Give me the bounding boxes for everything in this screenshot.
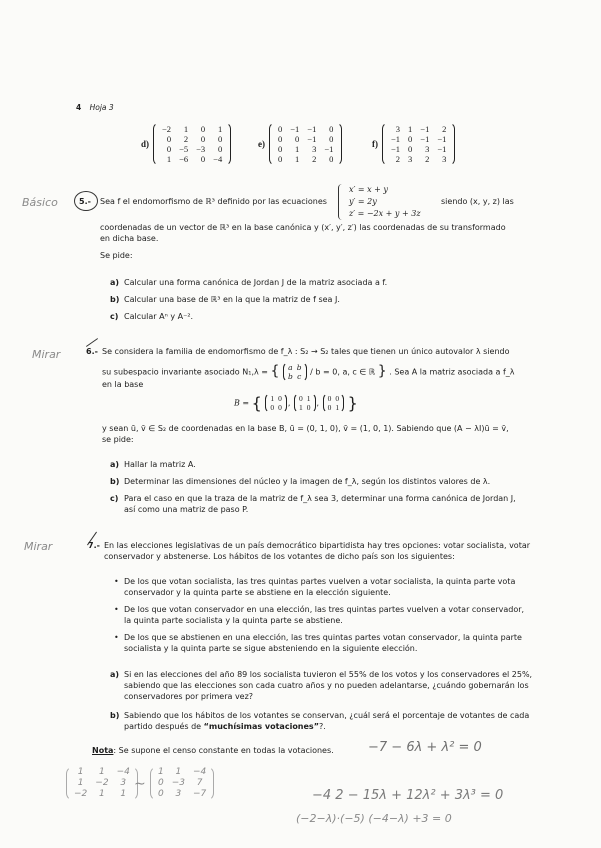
base-B: B = { 1 0 0 0 , 0 1 1 0 , 0 0 0 1 } (234, 393, 358, 413)
base-matrix-entry: 1 (270, 394, 275, 403)
bullet-line: socialista y la quinta parte se sigue absteniendo en la siguiente elección. (124, 644, 418, 653)
ex7-line1: En las elecciones legislativas de un país democrático bipartidista hay tres opciones: votar socialista, votar (104, 541, 531, 550)
matrix-entry: 3 (312, 144, 317, 154)
eq2: y′ = 2y (349, 197, 377, 206)
ex6-line2-end: . Sea A la matriz asociada a f_λ (389, 367, 515, 377)
matrix-label: d) (141, 139, 150, 149)
matrix-entry: 0 (200, 154, 206, 164)
ex5-pide: Se pide: (100, 251, 133, 260)
item-label: b) (110, 711, 120, 720)
handwritten-entry: 1 (175, 767, 182, 777)
ex5-item-c: Calcular Aⁿ y A⁻². (124, 312, 194, 321)
matrix-label: f) (372, 139, 378, 149)
handwritten-entry: −3 (171, 778, 186, 788)
handwritten-entry: 1 (77, 767, 84, 777)
matrix-entry: −1 (420, 124, 430, 134)
matrix-entry: 2 (395, 154, 401, 164)
matrix-entry: −5 (179, 144, 189, 154)
exercise-number: 5.- (79, 197, 91, 206)
tilde-mark: ∼ (134, 776, 146, 792)
handwritten-entry: 0 (158, 789, 164, 799)
matrix-entry: 3 (425, 144, 430, 154)
margin-note-mirar: Mirar (24, 540, 53, 553)
matrix-d (141, 122, 231, 166)
matrix-entry: 0 (200, 134, 206, 144)
matrix-entry: 2 (425, 154, 430, 164)
handwritten-entry: −2 (95, 778, 109, 788)
base-matrix-entry: 0 (278, 403, 282, 412)
handwritten-matrix-2 (150, 766, 214, 801)
ex6-line4: y sean ū, v̄ ∈ S₂ de coordenadas en la base B, ū = (0, 1, 0), v̄ = (1, 0, 1). Sabiendo que (A − λI)ū = v̄, (102, 424, 509, 433)
matrix-entry: 1 (183, 124, 189, 134)
matrix-entry: −2 (162, 124, 172, 134)
base-matrix-entry: 0 (327, 394, 332, 403)
ex5-line1-end: siendo (x, y, z) las (441, 197, 514, 206)
matrix-f (372, 122, 455, 166)
ex5-item-b: Calcular una base de ℝ³ en la que la matriz de f sea J. (124, 295, 340, 304)
base-matrix-entry: 1 (335, 403, 340, 412)
tail-end: ?. (318, 722, 326, 731)
item-label: b) (110, 477, 120, 486)
matrix-entry: 3 (408, 154, 413, 164)
margin-note-basico: Básico (22, 196, 58, 209)
item-label: c) (110, 494, 119, 503)
matrix-entry: −4 (213, 154, 223, 164)
system-brace (338, 184, 345, 220)
handwritten-entry: 3 (120, 778, 127, 788)
base-matrix-entry: 0 (306, 403, 311, 412)
handwritten-entry: 1 (120, 789, 127, 799)
matrix-entry: 0 (217, 144, 223, 154)
page-number: 4 (76, 103, 82, 112)
ex6-line1: Se considera la familia de endomorfismo de f_λ : S₂ → S₂ tales que tienen un único autovalor λ siendo (102, 347, 510, 356)
matrix-entry: 2 (312, 154, 317, 164)
ex7-item-b-line2 (124, 721, 326, 732)
ex5-line1: Sea f el endomorfismo de ℝ³ definido por las ecuaciones (100, 197, 327, 206)
ex7-item-b-line: partido después de (124, 722, 202, 731)
matrix-entry: −1 (307, 124, 317, 134)
base-matrix-entry: 0 (327, 403, 332, 412)
ex5-line2: coordenadas de un vector de ℝ³ en la base canónica y (x′, y′, z′) las coordenadas de su transformado (100, 223, 506, 232)
matrix-entry: −3 (196, 144, 206, 154)
bullet-line: • De los que votan socialista, las tres quintas partes vuelven a votar socialista, la quinta parte vota (124, 576, 515, 587)
nota (92, 745, 334, 756)
ex5-item-a: Calcular una forma canónica de Jordan J de la matriz asociada a f. (124, 278, 388, 287)
handwritten-entry: 1 (99, 789, 105, 799)
ex7-item-a-line: sabiendo que las elecciones son cada cuatro años y no pueden adelantarse, ¿cuándo gobernarán los (124, 681, 529, 690)
matrix-e (258, 122, 342, 166)
bold-phrase: “muchísimas votaciones” (203, 722, 319, 731)
matrix-label: e) (258, 139, 265, 149)
handwritten-entry: −2 (74, 789, 88, 799)
base-matrix-entry: 0 (278, 394, 282, 403)
matrix-entry: −1 (437, 134, 447, 144)
matrix-entry: −1 (391, 134, 401, 144)
set-entry-c: c (297, 372, 302, 381)
matrix-entry: 1 (295, 154, 300, 164)
matrix-entry: 2 (183, 134, 189, 144)
matrix-entry: 0 (278, 124, 283, 134)
ex6-item-b: Determinar las dimensiones del núcleo y la imagen de f_λ, según los distintos valores de λ. (124, 477, 491, 486)
ex6-line2: su subespacio invariante asociado N₁,λ = { a b b c / b = 0, a, c ∈ ℝ } . Sea A la matriz asociada a f_λ (102, 363, 515, 381)
handwritten-equation: −7 − 6λ + λ² = 0 (368, 740, 482, 755)
handwritten-entry: −7 (193, 789, 207, 799)
exercise-number: 6.- (86, 347, 98, 356)
ex7-item-a-line: Si en las elecciones del año 89 los socialista tuvieron el 55% de los votos y los conservadores el 25%, (124, 670, 533, 679)
matrix-entry: 1 (408, 124, 413, 134)
matrix-entry: 0 (166, 134, 172, 144)
bullet-line: • De los que se abstienen en una elección, las tres quintas partes votan conservador, la quinta parte (124, 632, 522, 643)
ex6-line5: se pide: (102, 435, 134, 444)
set-entry-b2: b (287, 372, 293, 381)
matrix-entry: 2 (442, 124, 447, 134)
set-entry-a: a (288, 363, 293, 372)
handwritten-entry: −4 (193, 767, 207, 777)
matrix-entry: 0 (329, 134, 334, 144)
handwritten-polynomial: −4 2 − 15λ + 12λ² + 3λ³ = 0 (312, 788, 504, 803)
handwritten-entry: 3 (175, 789, 182, 799)
handwritten-entry: 1 (158, 767, 164, 777)
matrix-entry: 1 (166, 154, 172, 164)
exercise-number: 7.- (88, 541, 100, 550)
matrix-entry: −6 (179, 154, 189, 164)
matrix-entry: 0 (217, 134, 223, 144)
eq1: x′ = x + y (349, 185, 388, 194)
base-label: B = (234, 398, 250, 408)
handwritten-entry: −4 (116, 767, 130, 777)
matrix-entry: −1 (391, 144, 401, 154)
matrix-entry: 1 (217, 124, 223, 134)
bullet-line: conservador y la quinta parte se abstiene en la elección siguiente. (124, 588, 391, 597)
handwritten-entry: 0 (158, 778, 164, 788)
nota-label: Nota (92, 746, 114, 755)
ex6-line2-start: su subespacio invariante asociado N₁,λ = (102, 367, 268, 377)
matrix-entry: −1 (437, 144, 447, 154)
item-label: a) (110, 670, 120, 679)
matrix-entry: 0 (329, 154, 334, 164)
matrix-entry: 3 (395, 124, 401, 134)
matrix-entry: 0 (408, 144, 413, 154)
base-matrix-entry: 0 (335, 394, 340, 403)
matrix-entry: 0 (329, 124, 334, 134)
ex7-line2: conservador y abstenerse. Los hábitos de los votantes de dicho país son los siguientes: (104, 552, 455, 561)
ex7-item-b-line: Sabiendo que los hábitos de los votantes se conservan, ¿cuál será el porcentaje de votantes de cada (124, 711, 530, 720)
matrix-entry: 3 (442, 154, 447, 164)
matrix-entry: −1 (290, 124, 300, 134)
ex6-item-a: Hallar la matriz A. (124, 460, 196, 469)
matrix-entry: 0 (278, 154, 283, 164)
ex6-line3: en la base (102, 380, 144, 389)
ex6-line2-cond: / b = 0, a, c ∈ ℝ (310, 367, 376, 377)
nota-text: : Se supone el censo constante en todas la votaciones. (113, 746, 334, 755)
matrix-entry: 1 (295, 144, 300, 154)
bullet-line: la quinta parte socialista y la quinta parte se abstiene. (124, 616, 343, 625)
base-matrix-entry: 1 (299, 403, 303, 412)
item-label: a) (110, 460, 120, 469)
eq3: z′ = −2x + y + 3z (349, 209, 421, 218)
matrix-entry: 0 (295, 134, 300, 144)
handwritten-determinant: (−2−λ)·(−5) (−4−λ) +3 = 0 (296, 812, 452, 825)
set-entry-b: b (296, 363, 302, 372)
base-matrix-entry: 1 (306, 394, 311, 403)
sheet-title: Hoja 3 (89, 103, 114, 112)
base-matrix-entry: 0 (270, 403, 275, 412)
item-label: a) (110, 278, 120, 287)
handwritten-entry: 1 (99, 767, 105, 777)
page-header (76, 102, 114, 113)
ex7-item-a-line: conservadores por primera vez? (124, 692, 254, 701)
matrix-entry: −1 (420, 134, 430, 144)
ex5-line3: en dicha base. (100, 234, 159, 243)
base-matrix-entry: 0 (299, 394, 303, 403)
matrix-entry: 0 (166, 144, 172, 154)
handwritten-entry: 7 (196, 778, 203, 788)
item-label: b) (110, 295, 120, 304)
ex6-item-c: Para el caso en que la traza de la matriz de f_λ sea 3, determinar una forma canónica de Jordan J, (124, 494, 516, 503)
matrix-entry: −1 (307, 134, 317, 144)
ex6-item-c2: así como una matriz de paso P. (124, 505, 249, 514)
matrix-entry: −1 (324, 144, 334, 154)
matrix-entry: 0 (278, 134, 283, 144)
bullet-line: • De los que votan conservador en una elección, las tres quintas partes vuelven a votar conservador, (124, 604, 524, 615)
margin-note-mirar: Mirar (32, 348, 61, 361)
matrix-entry: 0 (200, 124, 206, 134)
handwritten-matrix-1 (66, 766, 138, 801)
matrix-entry: 0 (278, 144, 283, 154)
matrix-entry: 0 (408, 134, 413, 144)
item-label: c) (110, 312, 119, 321)
handwritten-entry: 1 (77, 778, 84, 788)
